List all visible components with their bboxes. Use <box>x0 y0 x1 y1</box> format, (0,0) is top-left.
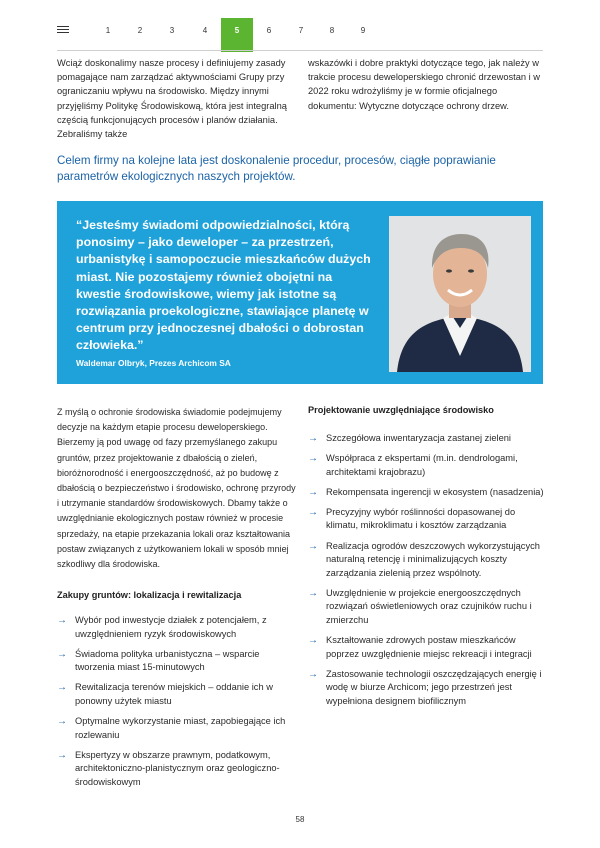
list-item: → Rewitalizacja terenów miejskich – oddanie ich w ponowny użytek miastu <box>57 682 273 706</box>
list-item: → Uwzględnienie w projekcie energooszczędnych rozwiązań oświetleniowych oraz czujników ruchu i zmierzchu <box>308 587 532 626</box>
nav-page-3[interactable]: 3 <box>169 26 175 35</box>
list-item: → Zastosowanie technologii oszczędzających energię i wodę w biurze Archicom; jego przestrzeń jest wypełniona designem biofilicznym <box>308 668 542 706</box>
arrow-right-icon: → <box>308 433 318 444</box>
page-number: 58 <box>295 815 305 824</box>
arrow-right-icon: → <box>308 506 318 518</box>
arrow-right-icon: → <box>308 540 318 552</box>
design-list <box>308 432 544 715</box>
nav-page-9[interactable]: 9 <box>360 26 366 35</box>
arrow-right-icon: → <box>308 587 318 599</box>
arrow-right-icon: → <box>57 648 67 660</box>
list-item: → Ekspertyzy w obszarze prawnym, podatkowym, architektoniczno-planistycznym oraz geologiczno-środowiskowym <box>57 749 280 787</box>
quote-author: Waldemar Olbryk, Prezes Archicom SA <box>76 358 231 368</box>
list-item: → Realizacja ogrodów deszczowych wykorzystujących naturalną retencję i minimalizujących koszty zarządzania zielenią przez wspólnoty. <box>308 540 540 578</box>
intro-paragraph-right: wskazówki i dobre praktyki dotyczące tego, jak należy w trakcie procesu deweloperskiego chronić drzewostan i w 2022 roku wdrożyliśmy je w formie oficjalnego dokumentu: Wytyczne dotyczące ochrony drzew. <box>308 58 541 111</box>
nav-page-7[interactable]: 7 <box>298 26 304 35</box>
list-item: → Wybór pod inwestycje działek z potencjałem, z uwzględnieniem ryzyk środowiskowych <box>57 615 267 639</box>
list-item: → Świadoma polityka urbanistyczna – wsparcie tworzenia miast 15-minutowych <box>57 648 260 673</box>
nav-page-8[interactable]: 8 <box>329 26 335 35</box>
land-list <box>57 614 297 796</box>
arrow-right-icon: → <box>308 668 318 680</box>
design-heading: Projektowanie uwzględniające środowisko <box>308 405 494 415</box>
arrow-right-icon: → <box>308 635 318 647</box>
nav-page-6[interactable]: 6 <box>266 26 272 35</box>
list-item: → Precyzyjny wybór roślinności dopasowanej do klimatu, mikroklimatu i kosztów zarządzania <box>308 506 516 531</box>
arrow-right-icon: → <box>57 615 67 626</box>
land-heading: Zakupy gruntów: lokalizacja i rewitalizacja <box>57 590 242 600</box>
arrow-right-icon: → <box>57 682 67 694</box>
nav-page-5-active[interactable]: 5 <box>221 18 253 52</box>
list-item: → Szczegółowa inwentaryzacja zastanej zieleni <box>308 433 512 444</box>
nav-page-2[interactable]: 2 <box>137 26 143 35</box>
lead-statement: Celem firmy na kolejne lata jest doskonalenie procedur, procesów, ciągłe poprawianie parametrów ekologicznych naszych projektów. <box>57 154 496 183</box>
nav-divider <box>57 50 543 51</box>
nav-page-1[interactable]: 1 <box>105 26 111 35</box>
list-item: → Współpraca z ekspertami (m.in. dendrologami, architektami krajobrazu) <box>308 453 518 477</box>
arrow-right-icon: → <box>308 453 318 465</box>
quote-text: “Jesteśmy świadomi odpowiedzialności, którą ponosimy – jako deweloper – za przestrzeń, urbanistykę i samopoczucie mieszkańców dużych miast. Nie pozostajemy również obojętni na kwestie środowiskowe, wiemy jak istotne są rozwiązania proekologiczne, stawiające planetę w centrum przy jednoczesnej dbałości o dobrostan człowieka.” <box>76 218 371 353</box>
quote-box <box>57 201 543 384</box>
nav-page-4[interactable]: 4 <box>202 26 208 35</box>
menu-icon[interactable] <box>57 26 69 35</box>
portrait-illustration <box>389 216 531 372</box>
arrow-right-icon: → <box>308 486 318 498</box>
intro-paragraph-left: Wciąż doskonalimy nasze procesy i definiujemy zasady pomagające nam zarządzać aktywnościami Grupy przy ograniczaniu wpływu na środowisko. Między innymi przyjęliśmy Politykę Środowiskową, która jest integralną częścią funkcjonujących procesów i planów działania. Zebraliśmy także <box>57 58 287 140</box>
arrow-right-icon: → <box>57 749 67 761</box>
list-item: → Kształtowanie zdrowych postaw mieszkańców poprzez uwzględnienie miejsc rekreacji i integracji <box>308 635 532 659</box>
arrow-right-icon: → <box>57 716 67 728</box>
list-item: → Optymalne wykorzystanie miast, zapobiegające ich rozlewaniu <box>57 716 286 740</box>
body-paragraph: Z myślą o ochronie środowiska świadomie podejmujemy decyzje na każdym etapie procesu deweloperskiego. Bierzemy ją pod uwagę od fazy przemyślanego zakupu gruntów, przez projektowanie z dbałością o zieleń, bioróżnorodność i energooszczędność, aż po budowę z dbałością o bezpieczeństwo i środowisko, ochronę przyrody i utrzymanie standardów środowiskowych. Dbamy także o uwzględnianie ekologicznych postaw również w procesie sprzedaży, na etapie przekazania lokali oraz kształtowania postaw związanych z użytkowaniem lokali w sposób mniej szkodliwy dla środowiska. <box>57 407 296 570</box>
page-navigation <box>0 18 600 44</box>
list-item: → Rekompensata ingerencji w ekosystem (nasadzenia) <box>308 486 544 498</box>
ceo-portrait <box>389 216 531 372</box>
